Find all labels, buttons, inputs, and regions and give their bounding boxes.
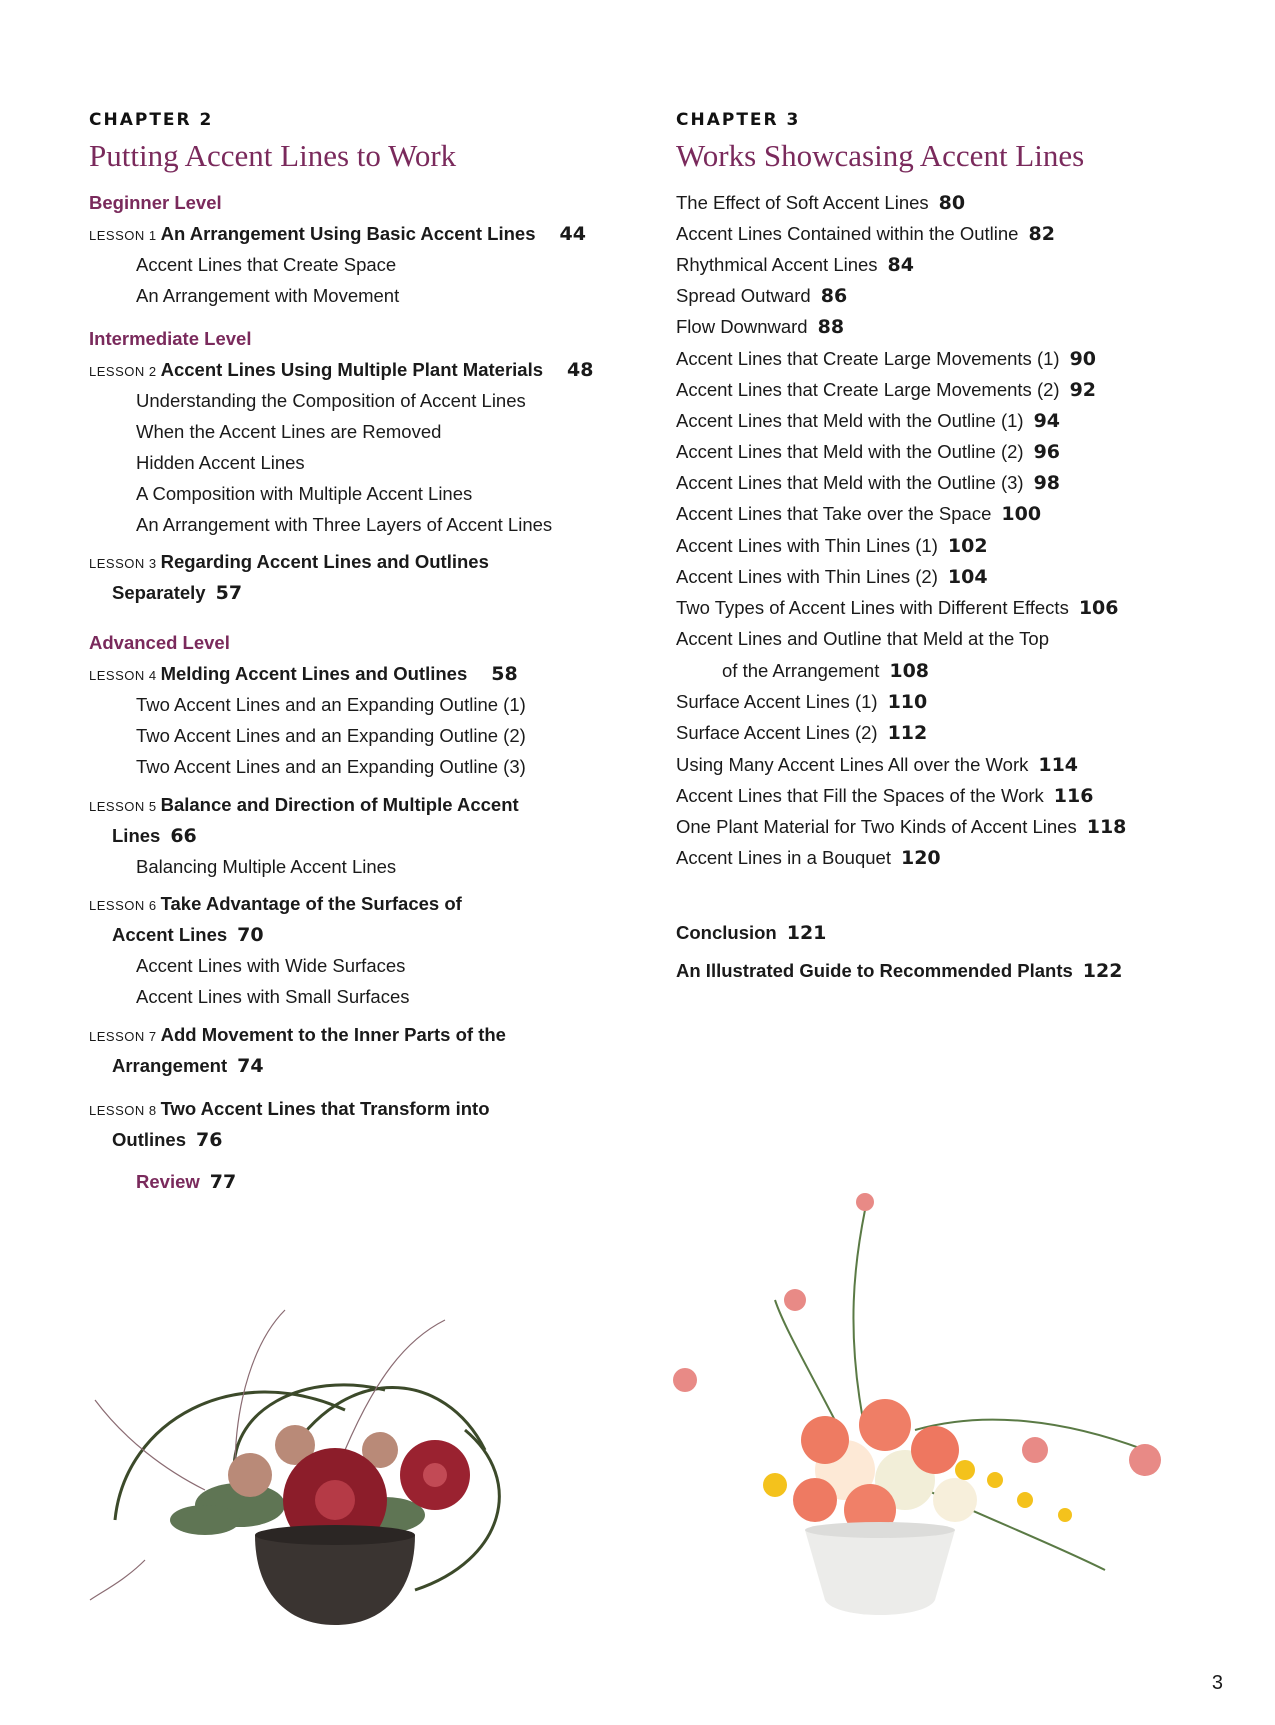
toc-subentry[interactable]: Two Accent Lines and an Expanding Outline (2)	[136, 725, 526, 746]
lesson-title-cont: Outlines	[112, 1129, 187, 1150]
toc-lesson-3[interactable]	[89, 553, 489, 572]
lesson-tag: LESSON 8	[89, 1103, 157, 1118]
toc-entry[interactable]	[676, 568, 988, 587]
page-ref: 112	[887, 722, 928, 744]
toc-entry-wrapped[interactable]	[676, 630, 1049, 649]
toc-subentry[interactable]: Accent Lines that Create Space	[136, 254, 397, 275]
advanced-level-heading: Advanced Level	[89, 632, 230, 653]
toc-subentry[interactable]: Understanding the Composition of Accent Lines	[136, 390, 526, 411]
entry-title: Accent Lines that Create Large Movements (1)	[676, 348, 1060, 369]
toc-entry[interactable]	[676, 756, 1078, 775]
page-ref: 74	[237, 1055, 264, 1077]
toc-entry[interactable]	[676, 724, 927, 743]
lesson-tag: LESSON 6	[89, 898, 157, 913]
page-ref: 96	[1033, 441, 1061, 463]
toc-subentry[interactable]: Accent Lines with Wide Surfaces	[136, 955, 406, 976]
chapter-2-title: Putting Accent Lines to Work	[89, 138, 457, 173]
lesson-tag: LESSON 3	[89, 556, 157, 571]
bowl-rim	[255, 1525, 415, 1545]
page-ref: 94	[1033, 410, 1061, 432]
entry-title: Surface Accent Lines (2)	[676, 722, 878, 743]
entry-title: Accent Lines that Take over the Space	[676, 503, 992, 524]
toc-entry[interactable]	[676, 818, 1126, 837]
toc-entry[interactable]	[676, 256, 914, 275]
page-number: 3	[1211, 1672, 1223, 1694]
entry-title-cont: of the Arrangement	[722, 660, 880, 681]
lesson-title: Take Advantage of the Surfaces of	[160, 893, 462, 914]
page-ref: 100	[1001, 503, 1042, 525]
lesson-tag: LESSON 5	[89, 799, 157, 814]
page-ref: 98	[1033, 472, 1061, 494]
lesson-title: Two Accent Lines that Transform into	[160, 1098, 490, 1119]
toc-lesson-2[interactable]	[89, 361, 593, 380]
toc-entry[interactable]	[676, 787, 1093, 806]
page-ref: 58	[491, 663, 518, 685]
entry-title: Accent Lines with Thin Lines (2)	[676, 566, 938, 587]
toc-subentry[interactable]: Two Accent Lines and an Expanding Outline (3)	[136, 756, 526, 777]
page-ref: 76	[196, 1129, 223, 1151]
toc-entry[interactable]	[676, 693, 927, 712]
entry-title: Rhythmical Accent Lines	[676, 254, 878, 275]
lesson-title: An Arrangement Using Basic Accent Lines	[160, 223, 536, 244]
carnations-top	[673, 1193, 1161, 1476]
lesson-tag: LESSON 4	[89, 668, 157, 683]
lesson-title: Accent Lines Using Multiple Plant Materials	[160, 359, 544, 380]
toc-review[interactable]	[136, 1173, 236, 1192]
page-ref: 86	[820, 285, 848, 307]
page-ref: 116	[1053, 785, 1094, 807]
entry-title: Flow Downward	[676, 316, 808, 337]
lesson-title: Add Movement to the Inner Parts of the	[160, 1024, 506, 1045]
toc-conclusion[interactable]	[676, 924, 826, 943]
entry-title: Using Many Accent Lines All over the Work	[676, 754, 1029, 775]
page-ref: 104	[947, 566, 988, 588]
beginner-level-heading: Beginner Level	[89, 192, 222, 213]
page-ref: 118	[1086, 816, 1127, 838]
toc-subentry[interactable]: Balancing Multiple Accent Lines	[136, 856, 397, 877]
entry-title: Accent Lines that Meld with the Outline (2)	[676, 441, 1024, 462]
lesson-title-cont: Accent Lines	[112, 924, 228, 945]
lesson-title-cont: Separately	[112, 582, 206, 603]
toc-lesson-8[interactable]	[89, 1100, 490, 1119]
toc-entry[interactable]	[676, 287, 847, 306]
page-ref: 102	[947, 535, 988, 557]
toc-lesson-1[interactable]	[89, 225, 586, 244]
lesson-title-cont: Lines	[112, 825, 161, 846]
page-ref: 70	[237, 924, 264, 946]
toc-lesson-7-cont[interactable]	[112, 1057, 264, 1076]
entry-title: Conclusion	[676, 922, 777, 943]
toc-entry[interactable]	[676, 318, 844, 337]
toc-subentry[interactable]: A Composition with Multiple Accent Lines	[136, 483, 473, 504]
toc-entry[interactable]	[676, 412, 1060, 431]
ikebana-photo-dark-bowl	[85, 1300, 555, 1630]
lesson-title-cont: Arrangement	[112, 1055, 228, 1076]
entry-title: Accent Lines that Create Large Movements (2)	[676, 379, 1060, 400]
lesson-tag: LESSON 7	[89, 1029, 157, 1044]
lesson-title: Regarding Accent Lines and Outlines	[160, 551, 489, 572]
toc-lesson-5-cont[interactable]	[112, 827, 197, 846]
lesson-tag: LESSON 1	[89, 228, 157, 243]
page-ref: 120	[900, 847, 941, 869]
toc-entry[interactable]	[676, 350, 1096, 369]
toc-subentry[interactable]: When the Accent Lines are Removed	[136, 421, 442, 442]
toc-subentry[interactable]: An Arrangement with Movement	[136, 285, 400, 306]
entry-title: Accent Lines that Meld with the Outline (1)	[676, 410, 1024, 431]
page-ref: 108	[889, 660, 930, 682]
page-ref: 90	[1069, 348, 1097, 370]
page-ref: 80	[938, 192, 966, 214]
toc-entry[interactable]	[676, 225, 1055, 244]
page-ref: 77	[209, 1171, 237, 1193]
toc-entry[interactable]	[676, 443, 1060, 462]
entry-title: Accent Lines that Fill the Spaces of the Work	[676, 785, 1044, 806]
page-ref: 121	[786, 922, 827, 944]
page-ref: 44	[559, 223, 586, 245]
toc-subentry[interactable]: An Arrangement with Three Layers of Accent Lines	[136, 514, 553, 535]
toc-entry[interactable]	[676, 505, 1041, 524]
entry-title: An Illustrated Guide to Recommended Plants	[676, 960, 1073, 981]
white-pot	[805, 1530, 955, 1615]
toc-subentry[interactable]: Accent Lines with Small Surfaces	[136, 986, 410, 1007]
entry-title: Accent Lines Contained within the Outline	[676, 223, 1019, 244]
page-ref: 114	[1038, 754, 1079, 776]
toc-entry[interactable]	[676, 381, 1096, 400]
dark-bowl	[255, 1535, 415, 1625]
entry-title: Accent Lines with Thin Lines (1)	[676, 535, 938, 556]
page-ref: 66	[170, 825, 197, 847]
entry-title: Spread Outward	[676, 285, 811, 306]
page-ref: 88	[817, 316, 845, 338]
toc-lesson-6[interactable]	[89, 895, 462, 914]
toc-plant-guide[interactable]	[676, 962, 1122, 981]
entry-title: The Effect of Soft Accent Lines	[676, 192, 929, 213]
page-ref: 48	[567, 359, 594, 381]
toc-lesson-4[interactable]	[89, 665, 518, 684]
toc-subentry[interactable]: Two Accent Lines and an Expanding Outline (1)	[136, 694, 526, 715]
toc-entry[interactable]	[676, 194, 965, 213]
review-label: Review	[136, 1171, 200, 1192]
entry-title: Accent Lines that Meld with the Outline (3)	[676, 472, 1024, 493]
toc-lesson-7[interactable]	[89, 1026, 506, 1045]
entry-title: Two Types of Accent Lines with Different Effects	[676, 597, 1069, 618]
toc-lesson-6-cont[interactable]	[112, 926, 264, 945]
toc-entry[interactable]	[676, 537, 988, 556]
entry-title: Surface Accent Lines (1)	[676, 691, 878, 712]
toc-entry[interactable]	[676, 474, 1060, 493]
page-ref: 92	[1069, 379, 1097, 401]
lesson-title: Balance and Direction of Multiple Accent	[160, 794, 519, 815]
toc-lesson-5[interactable]	[89, 796, 519, 815]
page-ref: 106	[1078, 597, 1119, 619]
toc-lesson-3-cont[interactable]	[112, 584, 242, 603]
intermediate-level-heading: Intermediate Level	[89, 328, 252, 349]
pot-rim	[805, 1522, 955, 1538]
entry-title: Accent Lines in a Bouquet	[676, 847, 891, 868]
toc-entry[interactable]	[676, 849, 941, 868]
toc-entry-wrapped-cont[interactable]	[722, 662, 929, 681]
entry-title: Accent Lines and Outline that Meld at the Top	[676, 628, 1049, 649]
page-ref: 84	[887, 254, 914, 276]
page-ref: 110	[887, 691, 928, 713]
lesson-title: Melding Accent Lines and Outlines	[160, 663, 468, 684]
lesson-tag: LESSON 2	[89, 364, 157, 379]
page-ref: 57	[215, 582, 243, 604]
ikebana-photo-white-pot	[665, 1180, 1225, 1640]
toc-entry[interactable]	[676, 599, 1119, 618]
chapter-3-title: Works Showcasing Accent Lines	[676, 138, 1085, 173]
entry-title: One Plant Material for Two Kinds of Accent Lines	[676, 816, 1077, 837]
chapter-3-label: CHAPTER 3	[676, 110, 801, 130]
page-ref: 122	[1082, 960, 1123, 982]
flower-mass	[763, 1399, 1072, 1536]
toc-subentry[interactable]: Hidden Accent Lines	[136, 452, 305, 473]
chapter-2-label: CHAPTER 2	[89, 110, 214, 130]
page-ref: 82	[1028, 223, 1055, 245]
toc-lesson-8-cont[interactable]	[112, 1131, 222, 1150]
